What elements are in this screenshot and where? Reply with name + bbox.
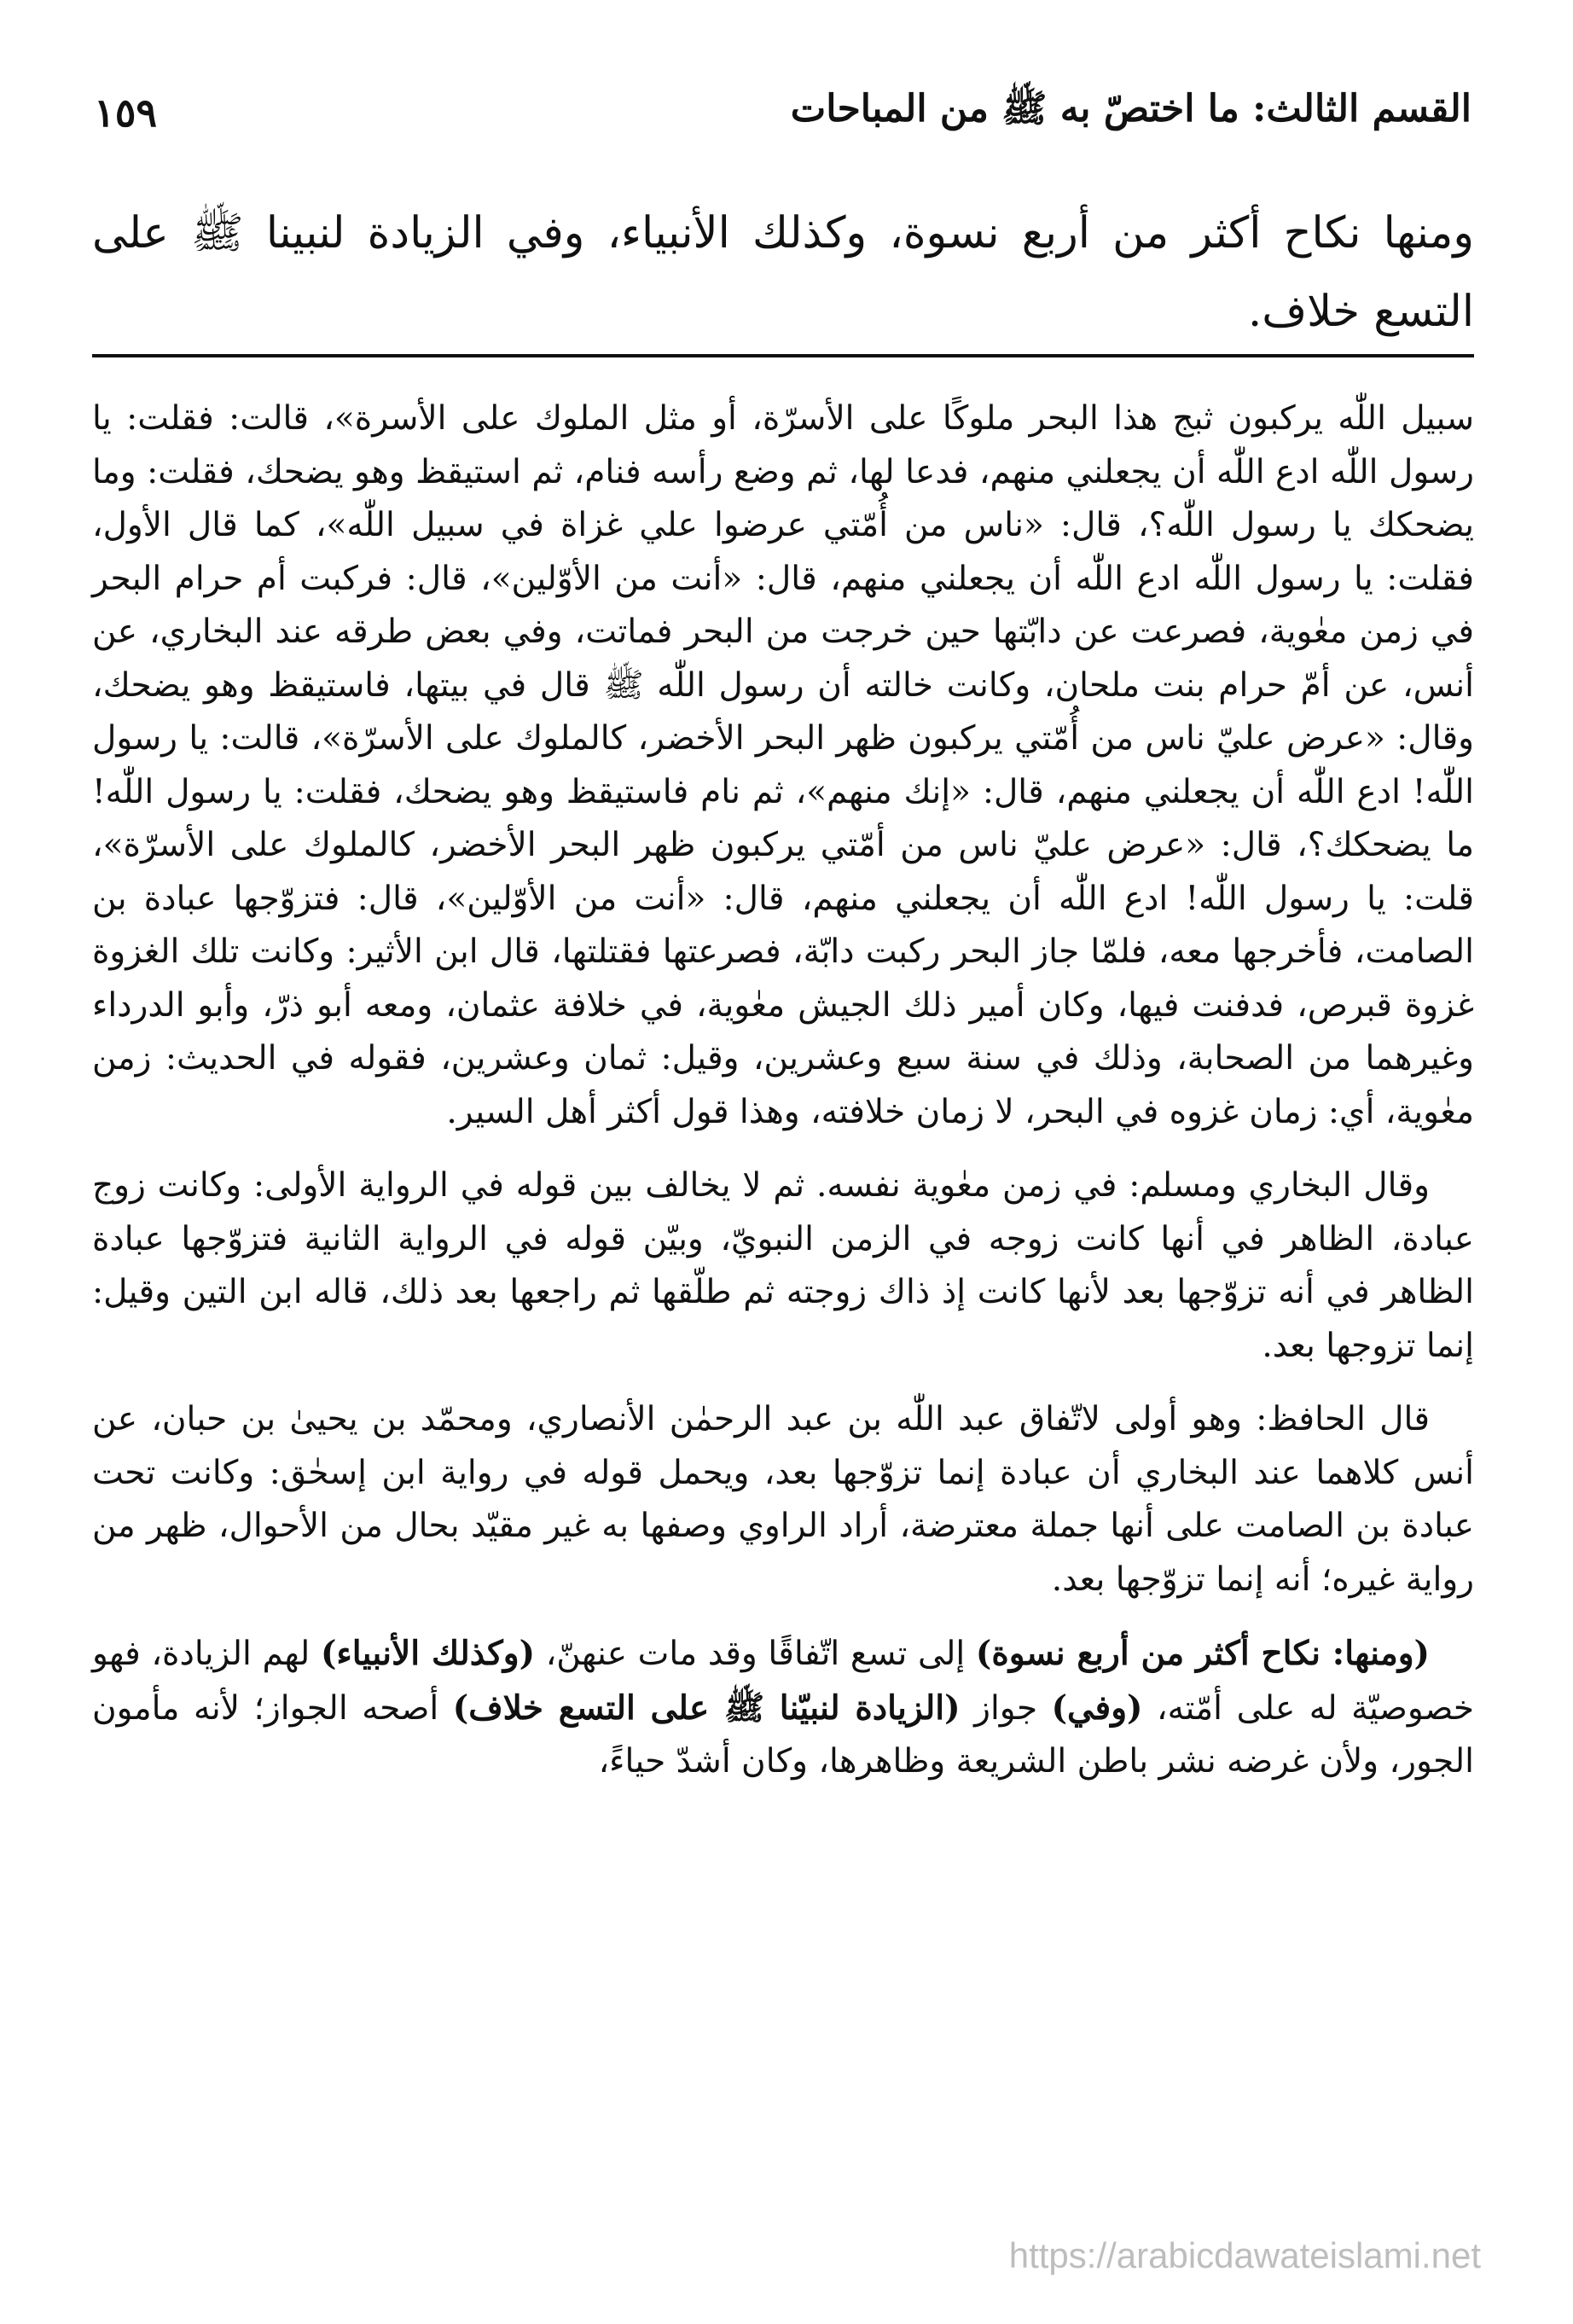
quoted-matn: (وفي) (1051, 1688, 1143, 1728)
paragraph: سبيل اللّٰه يركبون ثبج هذا البحر ملوكًا على الأسرّة، أو مثل الملوك على الأسرة»، قالت: فقلت: يا رسول اللّٰه ادع اللّٰه أن يجعلني منهم، فدعا لها، ثم وضع رأسه فنام، ثم استيقظ وهو يضحك، فقلت: وما يضحكك يا رسول اللّٰه؟، قال: «ناس من أُمّتي عرضوا علي غزاة في سبيل اللّٰه»، كما قال الأول، فقلت: يا رسول اللّٰه ادع اللّٰه أن يجعلني منهم، قال: «أنت من الأوّلين»، قال: فركبت أم حرام البحر في زمن معٰوية، فصرعت عن دابّتها حين خرجت من البحر فماتت، وفي بعض طرقه عند البخاري، عن أنس، عن أمّ حرام بنت ملحان، وكانت خالته أن رسول اللّٰه ﷺ قال في بيتها، فاستيقظ وهو يضحك، وقال: «عرض عليّ ناس من أُمّتي يركبون ظهر البحر الأخضر، كالملوك على الأسرّة»، قالت: يا رسول اللّٰه! ادع اللّٰه أن يجعلني منهم، قال: «إنك منهم»، ثم نام فاستيقظ وهو يضحك، فقلت: يا رسول اللّٰه! ما يضحكك؟، قال: «عرض عليّ ناس من أمّتي يركبون ظهر البحر الأخضر، كالملوك على الأسرّة»، قلت: يا رسول اللّٰه! ادع اللّٰه أن يجعلني منهم، قال: «أنت من الأوّلين»، قال: فتزوّجها عبادة بن الصامت، فأخرجها معه، فلمّا جاز البحر ركبت دابّة، فصرعتها فقتلتها، قال ابن الأثير: وكانت تلك الغزوة غزوة قبرص، فدفنت فيها، وكان أمير ذلك الجيش معٰوية، في خلافة عثمان، ومعه أبو ذرّ، وأبو الدرداء وغيرهما من الصحابة، وذلك في سنة سبع وعشرين، وقيل: ثمان وعشرين، فقوله في الحديث: زمن معٰوية، أي: زمان غزوه في البحر، لا زمان خلافته، وهذا قول أكثر أهل السير. (92, 399, 1474, 1131)
chapter-title: القسم الثالث: ما اختصّ به ﷺ من المباحات (790, 87, 1471, 131)
commentary-text: لهم الزيادة، فهو خصوصيّة له على أمّته، (92, 1635, 1475, 1728)
quoted-matn: (الزيادة لنبيّنا ﷺ على التسع خلاف) (452, 1688, 961, 1728)
quoted-matn: (وكذلك الأنبياء) (320, 1634, 536, 1673)
commentary-text: إلى تسع اتّفاقًا وقد مات عنهنّ، (535, 1635, 976, 1673)
page-number: ١٥٩ (94, 90, 158, 136)
commentary-text: أصحه الجواز؛ لأنه مأمون الجور، ولأن غرضه نشر باطن الشريعة وظاهرها، وكان أشدّ حياءً، (92, 1688, 1474, 1781)
separator-rule (92, 354, 1474, 357)
commentary-text: جواز (960, 1688, 1052, 1728)
running-header (94, 78, 1471, 147)
quoted-matn: (ومنها: نكاح أكثر من أربع نسوة) (975, 1634, 1431, 1673)
paragraph (92, 1627, 1474, 1789)
commentary-body (92, 392, 1474, 1789)
paragraph: وقال البخاري ومسلم: في زمن معٰوية نفسه. ثم لا يخالف بين قوله في الرواية الأولى: وكانت زوج عبادة، الظاهر في أنها كانت زوجه في الزمن النبويّ، وبيّن قوله في الرواية الثانية فتزوّجها عبادة الظاهر في أنه تزوّجها بعد لأنها كانت إذ ذاك زوجته ثم طلّقها ثم راجعها بعد ذلك، قاله ابن التين وقيل: إنما تزوجها بعد. (92, 1166, 1474, 1365)
paragraph: قال الحافظ: وهو أولى لاتّفاق عبد اللّٰه بن عبد الرحمٰن الأنصاري، ومحمّد بن يحيىٰ بن حبان، عن أنس كلاهما عند البخاري أن عبادة إنما تزوّجها بعد، ويحمل قوله في رواية ابن إسحٰق: وكانت تحت عبادة بن الصامت على أنها جملة معترضة، أراد الراوي وصفها به غير مقيّد بحال من الأحوال، ظهر من رواية غيره؛ أنه إنما تزوّجها بعد. (92, 1400, 1474, 1599)
watermark-url: https://arabicdawateislami.net (1008, 2235, 1481, 2275)
matn-text: ومنها نكاح أكثر من أربع نسوة، وكذلك الأنبياء، وفي الزيادة لنبينا ﷺ على التسع خلاف. (92, 208, 1474, 337)
